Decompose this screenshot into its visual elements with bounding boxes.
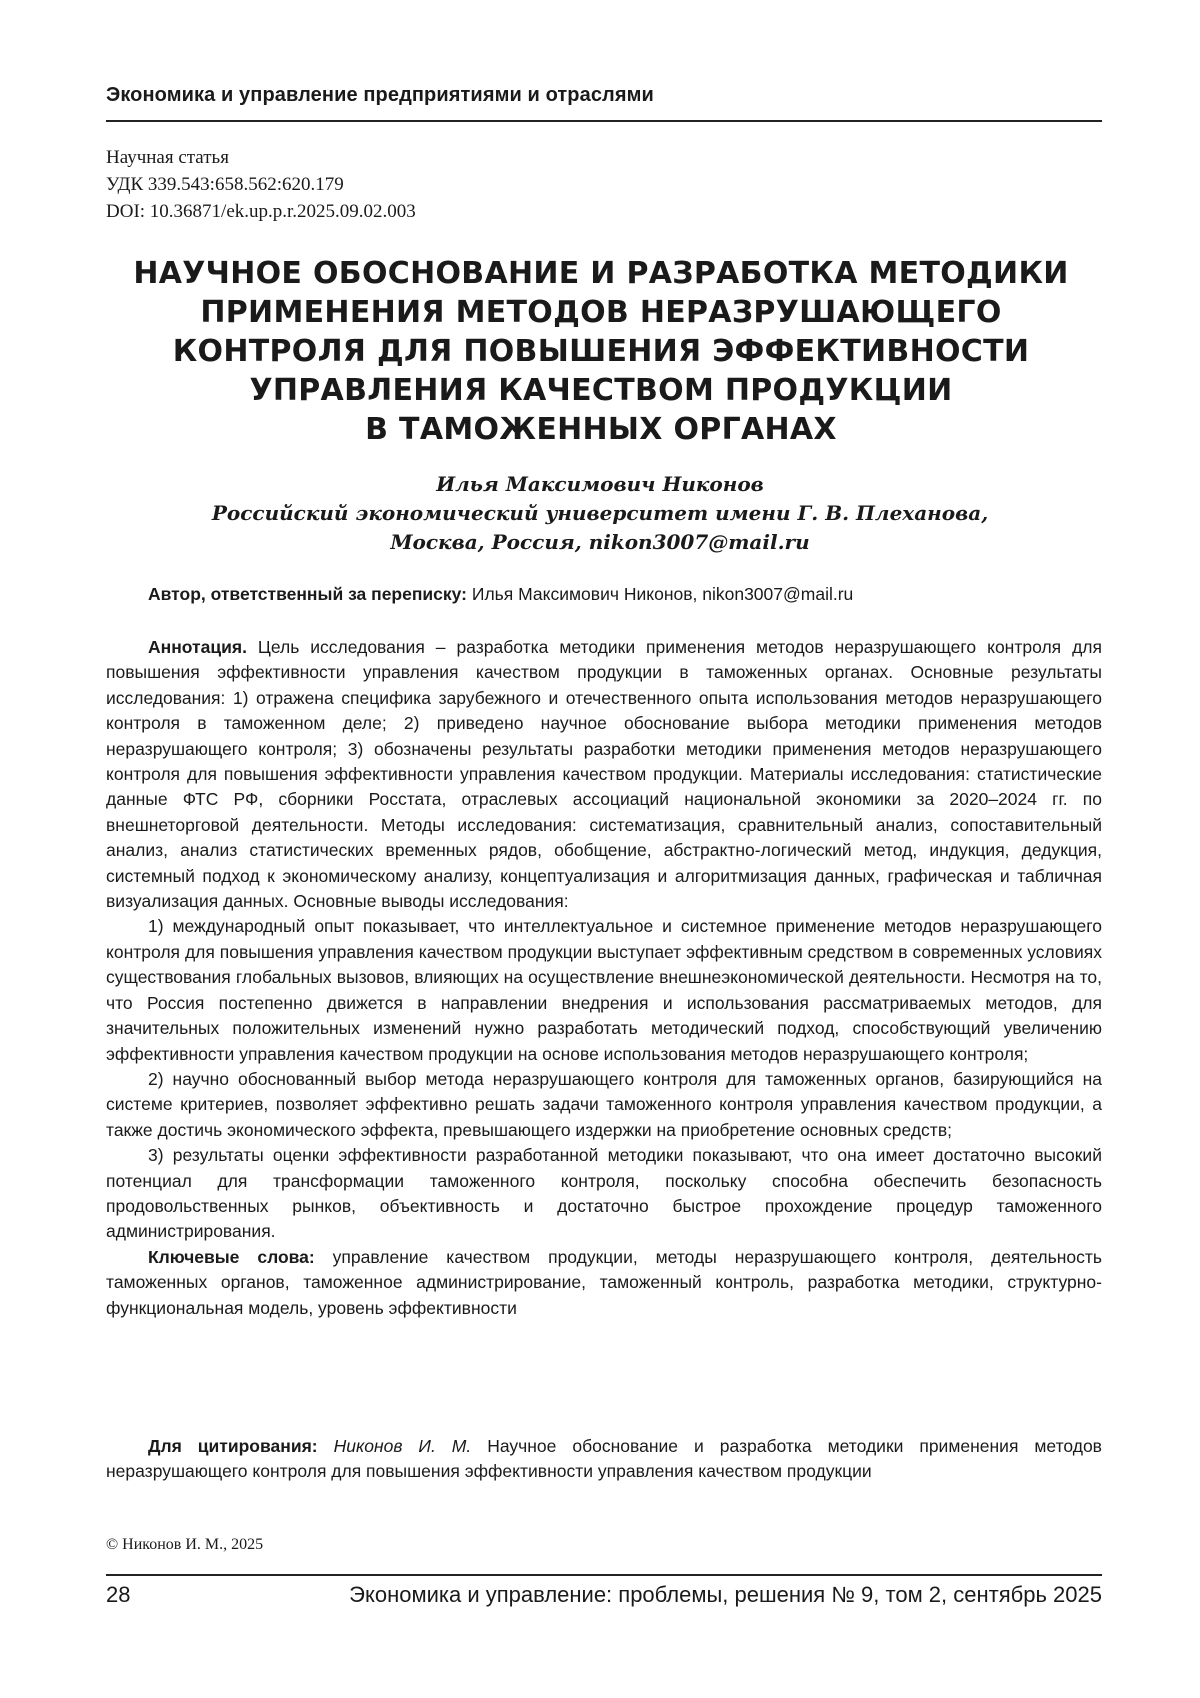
keywords-paragraph — [106, 1245, 1102, 1321]
doi[interactable]: DOI: 10.36871/ek.up.p.r.2025.09.02.003 — [106, 201, 416, 222]
corresponding-author — [148, 584, 853, 605]
title-line: ПРИМЕНЕНИЯ МЕТОДОВ НЕРАЗРУШАЮЩЕГО — [200, 295, 1002, 330]
page-number: 28 — [106, 1582, 131, 1607]
citation-paragraph — [106, 1434, 1102, 1485]
title-line: В ТАМОЖЕННЫХ ОРГАНАХ — [365, 412, 837, 447]
journal-name: Экономика и управление: проблемы, решения № 9, том 2, сентябрь 2025 — [349, 1582, 1102, 1607]
abstract-text: Цель исследования – разработка методики применения методов неразрушающего контроля для повышения эффективности управления качеством продукции в таможенных органах. Основные результаты исследования: 1) отражена специфика зарубежного и отечественного опыта использования методов неразрушающего контроля в таможенном деле; 2) приведено научное обоснование выбора методики применения методов неразрушающего контроля; 3) обозначены результаты разработки методики применения методов неразрушающего контроля для повышения эффективности управления качеством продукции. Материалы исследования: статистические данные ФТС РФ, сборники Росстата, отраслевых ассоциаций национальной экономики за 2020–2024 гг. по внешнеторговой деятельности. Методы исследования: систематизация, сравнительный анализ, сопоставительный анализ, анализ статистических временных рядов, обобщение, абстрактно-логический метод, индукция, дедукция, системный подход к экономическому анализу, концептуализация и алгоритмизация данных, графическая и табличная визуализация данных. Основные выводы исследования: — [106, 637, 1102, 912]
author-block — [120, 470, 1080, 557]
header-rule — [106, 120, 1102, 122]
article-meta — [106, 144, 416, 225]
title-line: УПРАВЛЕНИЯ КАЧЕСТВОМ ПРОДУКЦИИ — [249, 373, 953, 408]
page-footer — [106, 1582, 1102, 1608]
abstract-section — [106, 635, 1102, 1321]
article-title — [100, 254, 1102, 449]
author-location-email: Москва, Россия, nikon3007@mail.ru — [390, 530, 810, 554]
article-type: Научная статья — [106, 147, 229, 168]
conclusion-item: 2) научно обоснованный выбор метода неразрушающего контроля для таможенных органов, базирующийся на системе критериев, позволяет эффективно решать задачи таможенного контроля управления качеством продукции, а также достичь экономического эффекта, превышающего издержки на приобретение основных средств; — [106, 1068, 1102, 1140]
author-name: Илья Максимович Никонов — [436, 472, 764, 496]
conclusion-item: 1) международный опыт показывает, что интеллектуальное и системное применение методов неразрушающего контроля для повышения управления качеством продукции выступает эффективным средством в современных условиях существования глобальных вызовов, влияющих на осуществление внешнеэкономической деятельности. Несмотря на то, что Россия постепенно движется в направлении внедрения и использования рассматриваемых методов, для значительных положительных изменений нужно разработать методический подход, способствующий увеличению эффективности управления качеством продукции на основе использования методов неразрушающего контроля; — [106, 916, 1102, 1064]
citation-author: Никонов И. М. — [317, 1436, 472, 1456]
udc-code: УДК 339.543:658.562:620.179 — [106, 174, 344, 195]
citation-section — [106, 1434, 1102, 1485]
footer-rule — [106, 1574, 1102, 1576]
abstract-paragraph — [106, 635, 1102, 914]
copyright: © Никонов И. М., 2025 — [106, 1536, 264, 1553]
corresponding-label: Автор, ответственный за переписку: — [148, 584, 468, 604]
corresponding-text: Илья Максимович Никонов, nikon3007@mail.ru — [467, 584, 854, 604]
keywords-label: Ключевые слова: — [148, 1246, 315, 1267]
citation-text: Научное обоснование и разработка методики применения методов неразрушающего контроля для повышения эффективности управления качеством продукции — [106, 1436, 1102, 1482]
keywords-text: управление качеством продукции, методы неразрушающего контроля, деятельность таможенных органов, таможенное администрирование, таможенный контроль, разработка методики, структурно-функциональная модель, уровень эффективности — [106, 1246, 1102, 1318]
abstract-label: Аннотация. — [148, 637, 247, 657]
title-line: КОНТРОЛЯ ДЛЯ ПОВЫШЕНИЯ ЭФФЕКТИВНОСТИ — [172, 334, 1030, 369]
title-line: НАУЧНОЕ ОБОСНОВАНИЕ И РАЗРАБОТКА МЕТОДИКИ — [133, 256, 1069, 291]
running-head: Экономика и управление предприятиями и отраслями — [106, 84, 654, 106]
conclusion-item: 3) результаты оценки эффективности разработанной методики показывают, что она имеет достаточно высокий потенциал для трансформации таможенного контроля, поскольку способна обеспечить безопасность продовольственных рынков, объективность и достаточно быстрое прохождение процедур таможенного администрирования. — [106, 1145, 1102, 1242]
citation-label: Для цитирования: — [148, 1436, 318, 1456]
author-affiliation: Российский экономический университет имени Г. В. Плеханова, — [211, 501, 989, 525]
